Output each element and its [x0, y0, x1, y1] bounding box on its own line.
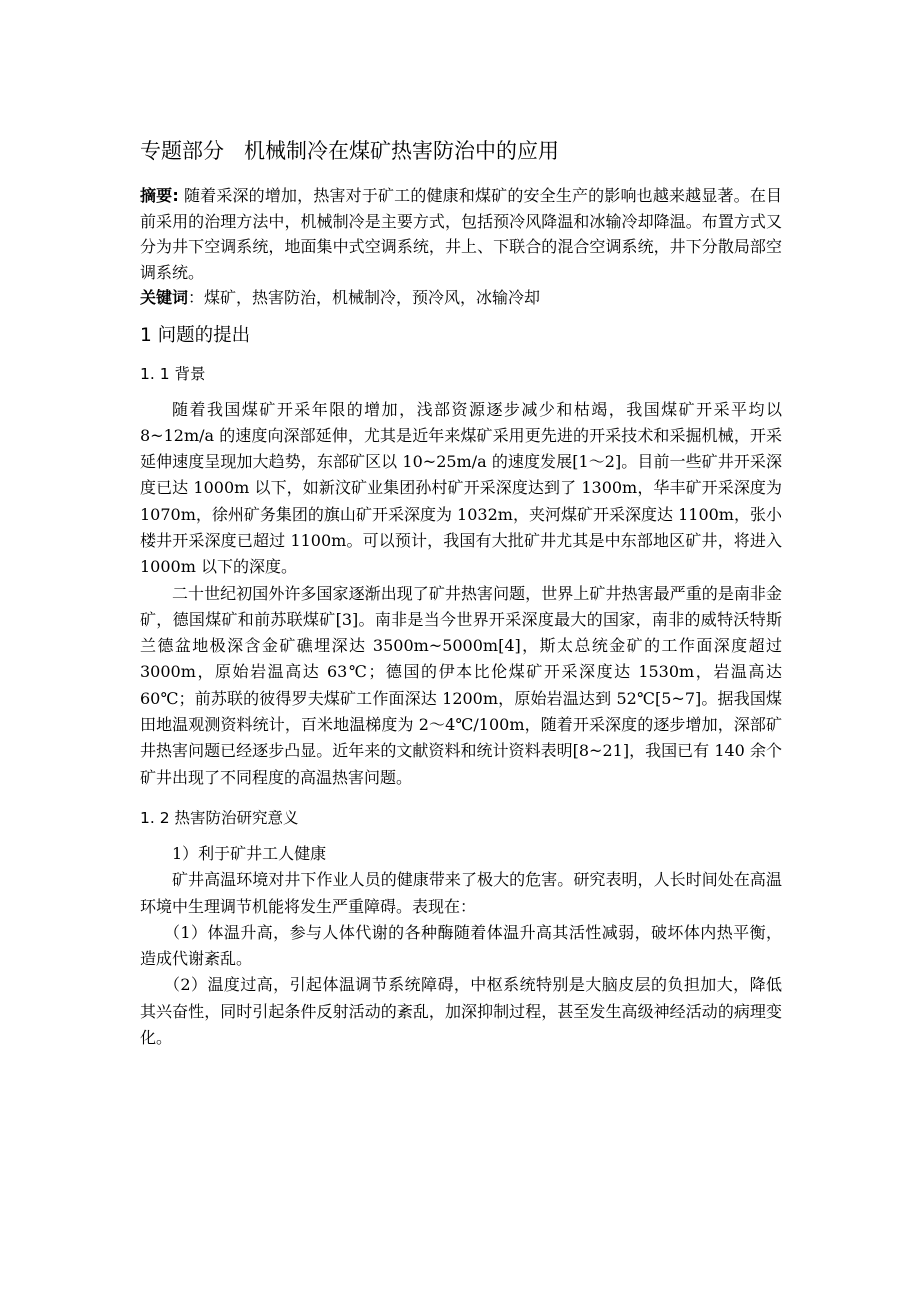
- section-1-2-intro: 矿井高温环境对井下作业人员的健康带来了极大的危害。研究表明，人长时间处在高温环境中生理调节机能将发生严重障碍。表现在：: [140, 870, 782, 916]
- section-1-2-item-1: （1）体温升高，参与人体代谢的各种酶随着体温升高其活性减弱，破坏体内热平衡，造成代谢紊乱。: [140, 922, 782, 969]
- section-1-2-heading: 1. 2 热害防治研究意义: [140, 808, 299, 827]
- title-part-2: 机械制冷在煤矿热害防治中的应用: [244, 139, 559, 163]
- keywords: [140, 285, 782, 311]
- section-1-1-paragraph-2: 二十世纪初国外许多国家逐渐出现了矿井热害问题，世界上矿井热害最严重的是南非金矿，德国煤矿和前苏联煤矿[3]。南非是当今世界开采深度最大的国家，南非的威特沃特斯兰德盆地极深含金矿礁埋深达 3500m~5000m[4]，斯太总统金矿的工作面深度超过 3000m，原始岩温高达 63℃；德国的伊本比伦煤矿开采深度达 1530m，岩温高达 60℃；前苏联的彼得罗夫煤矿工作面深达 1200m，原始岩温达到 52℃[5~7]。据我国煤田地温观测资料统计，百米地温梯度为 2～4℃/100m，随着开采深度的逐步增加，深部矿井热害问题已经逐步凸显。近年来的文献资料和统计资料表明[8~21]，我国已有 140 余个矿井出现了不同程度的高温热害问题。: [140, 583, 782, 787]
- abstract: [140, 183, 782, 285]
- abstract-text: 随着采深的增加，热害对于矿工的健康和煤矿的安全生产的影响也越来越显著。在目前采用的治理方法中，机械制冷是主要方式，包括预冷风降温和冰输冷却降温。布置方式又分为井下空调系统，地面集中式空调系统，井上、下联合的混合空调系统，井下分散局部空调系统。: [140, 186, 782, 282]
- keywords-label: 关键词: [140, 288, 189, 307]
- section-1-2-item-2: （2）温度过高，引起体温调节系统障碍，中枢系统特别是大脑皮层的负担加大，降低其兴奋性，同时引起条件反射活动的紊乱，加深抑制过程，甚至发生高级神经活动的病理变化。: [140, 975, 782, 1048]
- section-1-heading: 1 问题的提出: [140, 324, 251, 346]
- document-page: [140, 133, 782, 1051]
- abstract-label: 摘要:: [140, 186, 179, 205]
- section-1-2-point-heading: 1）利于矿井工人健康: [172, 843, 327, 863]
- title-part-1: 专题部分: [140, 139, 224, 163]
- section-1-1-paragraph-1: 随着我国煤矿开采年限的增加，浅部资源逐步减少和枯竭，我国煤矿开采平均以 8~12m/a 的速度向深部延伸，尤其是近年来煤矿采用更先进的开采技术和采掘机械，开采延伸速度呈现加大趋势，东部矿区以 10~25m/a 的速度发展[1～2]。目前一些矿井开采深度已达 1000m 以下，如新汶矿业集团孙村矿开采深度达到了 1300m，华丰矿开采深度为 1070m，徐州矿务集团的旗山矿开采深度为 1032m，夹河煤矿开采深度达 1100m，张小楼井开采深度已超过 1100m。可以预计，我国有大批矿井尤其是中东部地区矿井，将进入 1000m 以下的深度。: [140, 399, 782, 577]
- section-1-1-heading: 1. 1 背景: [140, 364, 206, 383]
- keywords-text: ：煤矿，热害防治，机械制冷，预冷风，冰输冷却: [188, 288, 541, 307]
- document-title: [140, 133, 782, 169]
